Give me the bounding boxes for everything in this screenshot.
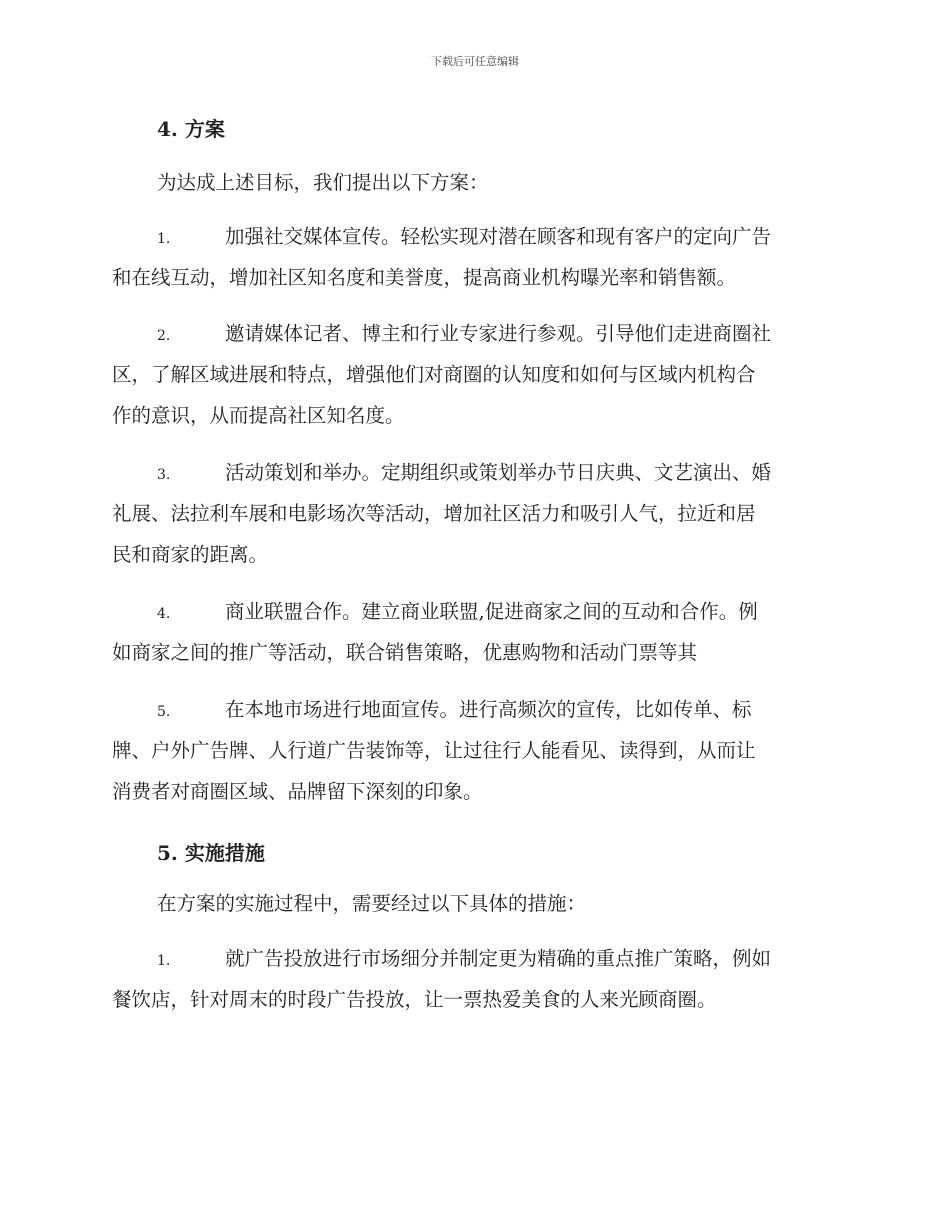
list-item-number: 4. xyxy=(157,606,171,622)
list-item-line: 餐饮店，针对周末的时段广告投放，让一票热爱美食的人来光顾商圈。 xyxy=(112,988,717,1011)
list-item-line: 区，了解区域进展和特点，增强他们对商圈的认知度和如何与区域内机构合 xyxy=(112,363,756,386)
list-item-line xyxy=(112,591,834,632)
list-item-line: 牌、户外广告牌、人行道广告装饰等，让过往行人能看见、读得到，从而让 xyxy=(112,739,756,762)
page-header: 下载后可任意编辑 xyxy=(431,55,519,68)
intro-line: 在方案的实施过程中，需要经过以下具体的措施： xyxy=(157,892,587,915)
section-4-heading: 4. 方案 xyxy=(157,117,225,141)
list-item-line: 民和商家的距离。 xyxy=(112,543,269,566)
list-item-number: 2. xyxy=(157,328,171,344)
list-item-line: 如商家之间的推广等活动，联合销售策略，优惠购物和活动门票等其 xyxy=(112,641,698,664)
list-item-number: 5. xyxy=(157,704,171,720)
list-item-line xyxy=(112,216,834,257)
list-item-text: 邀请媒体记者、博主和行业专家进行参观。引导他们走进商圈社 xyxy=(225,322,772,345)
list-item-number: 1. xyxy=(157,231,171,247)
list-item-number: 3. xyxy=(157,467,171,483)
section-5-heading: 5. 实施措施 xyxy=(157,841,265,865)
intro-line: 为达成上述目标，我们提出以下方案： xyxy=(157,171,489,194)
list-item-line: 和在线互动，增加社区知名度和美誉度，提高商业机构曝光率和销售额。 xyxy=(112,266,737,289)
list-item-line: 消费者对商圈区域、品牌留下深刻的印象。 xyxy=(112,780,483,803)
list-item-line xyxy=(112,689,834,730)
list-item xyxy=(112,452,834,575)
list-item-text: 就广告投放进行市场细分并制定更为精确的重点推广策略，例如 xyxy=(225,947,772,970)
list-item-line: 作的意识，从而提高社区知名度。 xyxy=(112,404,405,427)
list-item xyxy=(112,689,834,812)
section-5-intro xyxy=(112,883,834,924)
list-item-text: 加强社交媒体宣传。轻松实现对潜在顾客和现有客户的定向广告 xyxy=(225,225,772,248)
section-4-intro xyxy=(112,162,834,203)
list-item-text: 在本地市场进行地面宣传。进行高频次的宣传，比如传单、标 xyxy=(225,698,752,721)
list-item xyxy=(112,938,834,1020)
list-item xyxy=(112,313,834,436)
list-item xyxy=(112,591,834,673)
list-item-line xyxy=(112,452,834,493)
list-item-line: 礼展、法拉利车展和电影场次等活动，增加社区活力和吸引人气，拉近和居 xyxy=(112,502,756,525)
list-item-line xyxy=(112,938,834,979)
list-item-line xyxy=(112,313,834,354)
list-item-number: 1. xyxy=(157,953,171,969)
list-item-text: 商业联盟合作。建立商业联盟,促进商家之间的互动和合作。例 xyxy=(225,600,758,623)
list-item-text: 活动策划和举办。定期组织或策划举办节日庆典、文艺演出、婚 xyxy=(225,461,772,484)
list-item xyxy=(112,216,834,298)
